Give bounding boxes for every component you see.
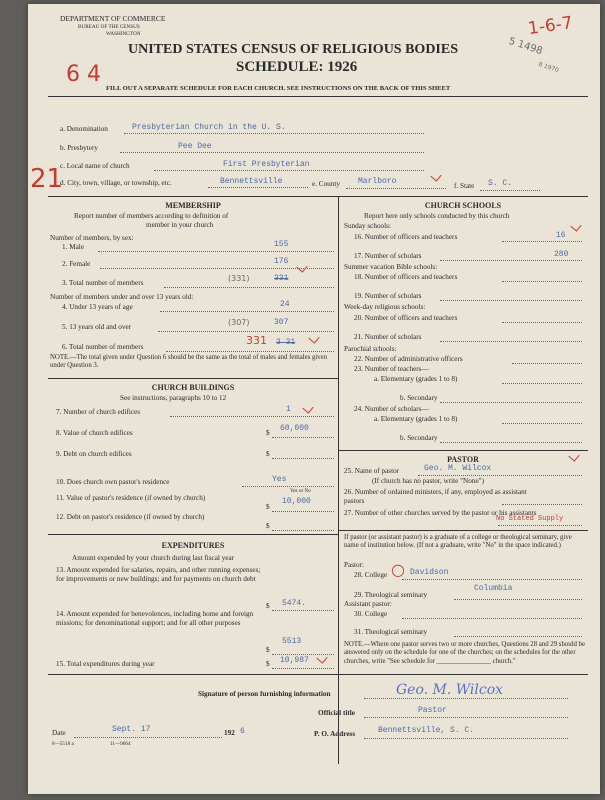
denomination-value: Presbyterian Church in the U. S.: [132, 123, 286, 132]
q25-value: Geo. M. Wilcox: [424, 464, 492, 473]
q4-line: [160, 311, 334, 312]
column-divider: [338, 196, 339, 764]
q12-dollar: $: [266, 522, 270, 530]
q30-line: [402, 618, 582, 619]
form-title: UNITED STATES CENSUS OF RELIGIOUS BODIES: [128, 42, 459, 57]
q31-label: 31. Theological seminary: [354, 628, 428, 636]
city-line: [208, 187, 308, 188]
pastor-sub: Pastor:: [344, 561, 364, 569]
margin-mark: 21: [30, 164, 64, 194]
q25-label: 25. Name of pastor: [344, 467, 400, 475]
q28-value: Davidson: [410, 568, 449, 577]
q6-value: 3 31: [276, 338, 296, 347]
q27-line: [498, 525, 582, 526]
header-rule: [48, 96, 588, 97]
q28-line: [402, 579, 582, 580]
q16-label: 16. Number of officers and teachers: [354, 233, 458, 241]
presbytery-label: b. Presbytery: [60, 144, 98, 152]
q29-label: 29. Theological seminary: [354, 591, 428, 599]
q15-dollar: $: [266, 660, 270, 668]
state-line: [480, 190, 540, 191]
presbytery-value: Pee Dee: [178, 142, 212, 151]
q3-label: 3. Total number of members: [62, 279, 144, 287]
year-suffix: 6: [240, 727, 245, 736]
q7-line: [170, 416, 334, 417]
q17-line: [440, 260, 582, 261]
q23b-label: b. Secondary: [400, 394, 438, 402]
official-title-value: Pastor: [418, 706, 447, 715]
signature-label: Signature of person furnishing information: [198, 690, 331, 698]
assistant-sub: Assistant pastor:: [344, 600, 392, 608]
q3-line: [164, 287, 334, 288]
county-label: e. County: [312, 180, 340, 188]
buildings-heading: CHURCH BUILDINGS: [151, 383, 235, 392]
state-label: f. State: [454, 182, 475, 190]
q23a-line: [502, 383, 582, 384]
washington-label: WASHINGTON: [106, 31, 141, 37]
q4-label: 4. Under 13 years of age: [62, 303, 133, 311]
q14-value: 5513: [282, 637, 302, 646]
q8-line: [272, 437, 334, 438]
q3-paren: (331): [228, 274, 250, 283]
q6-line: [166, 351, 334, 352]
q1-value: 155: [274, 240, 289, 249]
bureau-label: BUREAU OF THE CENSUS: [78, 24, 140, 30]
stamp-small: 8 1970: [537, 60, 560, 75]
q27-value: No Stated Supply: [496, 515, 564, 523]
q24a-label: a. Elementary (grades 1 to 8): [374, 415, 458, 423]
q13-dollar: $: [266, 602, 270, 610]
q16-check-icon: [570, 220, 581, 231]
membership-intro-2: member in your church: [146, 221, 214, 229]
q22-label: 22. Number of administrative officers: [354, 355, 463, 363]
sunday-head: Sunday schools:: [344, 222, 391, 230]
membership-heading: MEMBERSHIP: [165, 201, 221, 210]
q26-line: [502, 504, 582, 505]
address-value: Bennettsville, S. C.: [378, 726, 475, 735]
q19-label: 19. Number of scholars: [354, 292, 422, 300]
q19-line: [440, 300, 582, 301]
expenditures-rule: [48, 534, 338, 535]
expenditures-sub: Amount expended by your church during last fiscal year: [72, 554, 235, 562]
q6-label: 6. Total number of members: [62, 343, 144, 351]
stamp-code: 5 1498: [507, 35, 544, 58]
schedule-title: SCHEDULE: 1926: [236, 59, 358, 75]
census-schedule-page: [28, 4, 600, 794]
q15-value: 10,987: [280, 656, 309, 665]
q14-label: 14. Amount expended for benevolences, including home and foreign missions; for denominational support; and for all other purposes: [56, 610, 254, 627]
signature-line: [364, 698, 568, 699]
q25-line: [418, 475, 582, 476]
q11-dollar: $: [266, 503, 270, 511]
q31-line: [454, 636, 582, 637]
q21-line: [440, 341, 582, 342]
city-label: d. City, town, village, or township, etc.: [60, 179, 172, 187]
pencil-date: 1-6-7: [526, 12, 574, 40]
q5-line: [158, 331, 334, 332]
q11-line: [272, 511, 334, 512]
q10-line: [242, 486, 334, 487]
q4-value: 24: [280, 300, 290, 309]
q13-label: 13. Amount expended for salaries, repairs, and other running expenses; for improvements or new buildings; and for payments on church debt: [56, 566, 261, 583]
q10-value: Yes: [272, 475, 287, 484]
membership-note: NOTE.—The total given under Question 6 should be the same as the total of males and females given under Question 3.: [50, 354, 328, 369]
q18-line: [502, 281, 582, 282]
q16-value: 16: [556, 231, 566, 240]
address-line: [364, 738, 568, 739]
q23a-label: a. Elementary (grades 1 to 8): [374, 375, 458, 383]
q21-label: 21. Number of scholars: [354, 333, 422, 341]
q9-line: [272, 458, 334, 459]
schools-sub: Report here only schools conducted by this church: [364, 212, 510, 220]
official-title-label: Official title: [318, 709, 355, 717]
q11-value: 10,000: [282, 497, 311, 506]
q14-dollar: $: [266, 646, 270, 654]
pastor-heading: PASTOR: [447, 455, 479, 464]
local-name-value: First Presbyterian: [223, 160, 310, 169]
age-head: Number of members under and over 13 years old:: [50, 293, 194, 301]
q12-line: [272, 530, 334, 531]
pastor-note: NOTE.—Where one pastor serves two or more churches, Questions 28 and 29 should be answered only on the schedule for one of the churches; on the schedules for the other churches, write "See schedule for ________________ church.": [344, 641, 586, 665]
local-name-line: [154, 170, 424, 171]
q15-label: 15. Total expenditures during year: [56, 660, 155, 668]
q28-label: 28. College: [354, 571, 388, 579]
form-code-2: 11—9064: [110, 741, 131, 747]
q8-dollar: $: [266, 429, 270, 437]
signature-value: Geo. M. Wilcox: [396, 682, 504, 698]
q1-label: 1. Male: [62, 243, 84, 251]
q15-line: [272, 668, 334, 669]
buildings-sub: See instructions, paragraphs 10 to 12: [120, 394, 227, 402]
q24a-line: [502, 423, 582, 424]
city-value: Bennettsville: [220, 177, 283, 186]
q5-paren: (307): [228, 318, 250, 327]
address-label: P. O. Address: [314, 730, 356, 738]
county-line: [346, 188, 446, 189]
q9-dollar: $: [266, 450, 270, 458]
q30-label: 30. College: [354, 610, 388, 618]
q10-hint: Yes or No: [290, 488, 311, 494]
county-value: Marlboro: [358, 177, 397, 186]
vacation-head: Summer vacation Bible schools:: [344, 263, 438, 271]
form-code: 8—5518 a: [52, 741, 74, 747]
q20-line: [502, 322, 582, 323]
by-sex-label: Number of members, by sex:: [50, 234, 134, 242]
date-value: Sept. 17: [112, 725, 151, 734]
q9-label: 9. Debt on church edifices: [56, 450, 132, 458]
section-rule: [48, 196, 588, 197]
q7-value: 1: [286, 405, 291, 414]
q17-value: 280: [554, 250, 569, 259]
weekday-head: Week-day religious schools:: [344, 303, 426, 311]
footer-rule: [48, 674, 588, 675]
q23b-line: [440, 402, 582, 403]
q6-pen-value: 331: [246, 334, 267, 347]
state-value: S. C.: [488, 179, 513, 188]
q6-check-icon: [308, 332, 319, 343]
instruction-text: FILL OUT A SEPARATE SCHEDULE FOR EACH CHURCH. SEE INSTRUCTIONS ON THE BACK OF THIS SHEET: [106, 85, 451, 92]
date-label: Date: [52, 729, 66, 737]
official-title-line: [364, 717, 568, 718]
buildings-rule: [48, 378, 338, 379]
q22-line: [512, 363, 582, 364]
college-intro: If pastor (or assistant pastor) is a graduate of a college or theological seminary, give name of institution below. (If not a graduate, write "No" in the space indicated.): [344, 534, 572, 550]
q16-line: [502, 241, 582, 242]
q29-line: [454, 599, 582, 600]
q13-value: 5474.: [282, 599, 307, 608]
q27-label: 27. Number of other churches served by the pastor or his assistants: [344, 509, 537, 517]
q7-label: 7. Number of church edifices: [56, 408, 141, 416]
q7-check-icon: [302, 402, 313, 413]
year-prefix: 192: [224, 729, 235, 737]
department-label: DEPARTMENT OF COMMERCE: [60, 14, 166, 23]
q13-line: [272, 610, 334, 611]
membership-intro-1: Report number of members according to definition of: [74, 212, 229, 220]
q26-label: 26. Number of ordained ministers, if any, employed as assistant pastors: [344, 488, 527, 505]
date-line: [74, 737, 222, 738]
pastor-inner-rule: [338, 530, 588, 531]
q5-label: 5. 13 years old and over: [62, 323, 132, 331]
q10-label: 10. Does church own pastor's residence: [56, 478, 170, 486]
q2-value: 176: [274, 257, 289, 266]
q8-label: 8. Value of church edifices: [56, 429, 133, 437]
denomination-label: a. Denomination: [60, 125, 108, 133]
handwritten-number: 6 4: [66, 62, 101, 87]
q25-hint: (If church has no pastor, write "None"): [372, 477, 484, 485]
q17-label: 17. Number of scholars: [354, 252, 422, 260]
q3-check-icon: [296, 261, 307, 272]
denomination-line: [124, 133, 424, 134]
parochial-head: Parochial schools:: [344, 345, 397, 353]
local-name-label: c. Local name of church: [60, 162, 130, 170]
schools-heading: CHURCH SCHOOLS: [424, 201, 502, 210]
q11-label: 11. Value of pastor's residence (if owned by church): [56, 494, 206, 502]
pastor-rule: [338, 450, 588, 451]
q3-value: 331: [274, 274, 289, 283]
q5-value: 307: [274, 318, 289, 327]
q12-label: 12. Debt on pastor's residence (if owned by church): [56, 513, 205, 521]
check-mark-icon: [430, 170, 441, 181]
q24-label: 24. Number of scholars—: [354, 405, 429, 413]
q24b-line: [440, 442, 582, 443]
q23-label: 23. Number of teachers—: [354, 365, 429, 373]
presbytery-line: [120, 152, 424, 153]
q8-value: 60,000: [280, 424, 309, 433]
q20-label: 20. Number of officers and teachers: [354, 314, 458, 322]
q2-label: 2. Female: [62, 260, 91, 268]
q28-circle-mark: ○: [391, 560, 405, 579]
q1-line: [98, 251, 334, 252]
q29-value: Columbia: [474, 584, 513, 593]
expenditures-heading: EXPENDITURES: [161, 541, 225, 550]
q24b-label: b. Secondary: [400, 434, 438, 442]
q18-label: 18. Number of officers and teachers: [354, 273, 458, 281]
